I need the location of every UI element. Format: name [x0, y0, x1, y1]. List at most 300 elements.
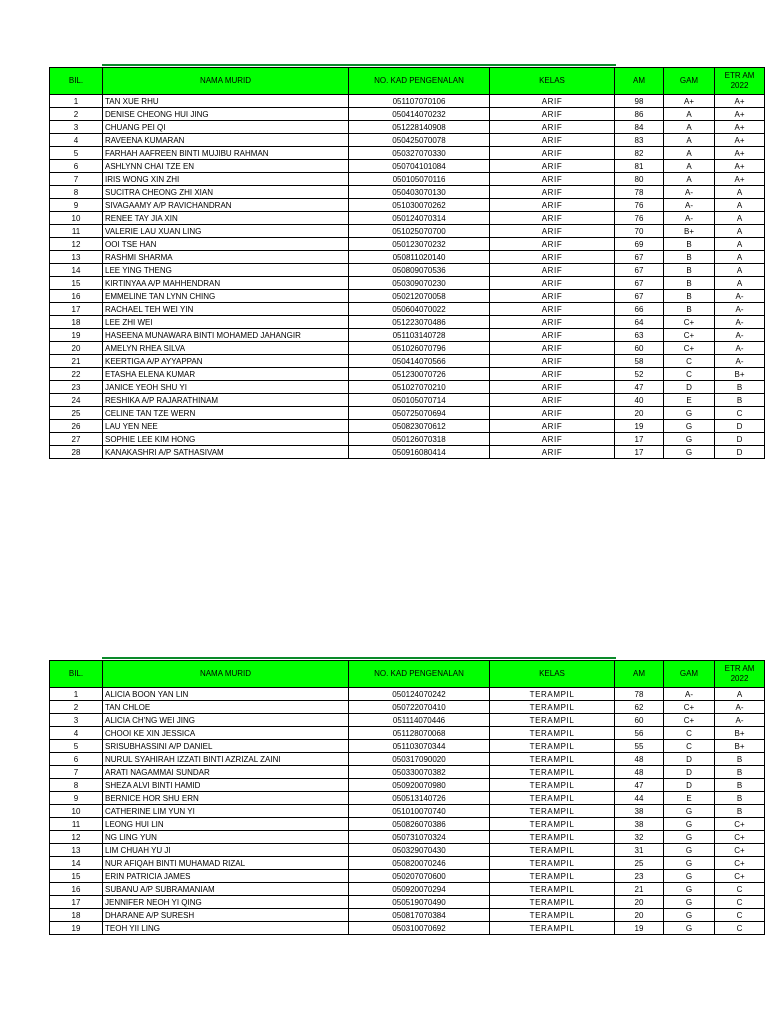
etr-am-cell: C+: [715, 844, 765, 857]
kelas-cell: ARIF: [490, 316, 615, 329]
kelas-cell: ARIF: [490, 160, 615, 173]
gam-cell: B+: [664, 225, 715, 238]
table-row: [50, 303, 765, 316]
gam-cell: A: [664, 121, 715, 134]
kelas-cell: ARIF: [490, 251, 615, 264]
gam-cell: A: [664, 147, 715, 160]
gam-cell: B: [664, 290, 715, 303]
nama-murid-cell: CATHERINE LIM YUN YI: [103, 805, 349, 818]
etr-am-cell: B: [715, 805, 765, 818]
bil-cell: 1: [50, 688, 103, 701]
etr-am-cell: D: [715, 420, 765, 433]
table-row: [50, 173, 765, 186]
am-cell: 82: [615, 147, 664, 160]
bil-cell: 4: [50, 134, 103, 147]
etr-am-cell: A: [715, 251, 765, 264]
etr-am-cell: B: [715, 792, 765, 805]
am-cell: 47: [615, 779, 664, 792]
nama-murid-cell: NG LING YUN: [103, 831, 349, 844]
column-header-nama-murid: NAMA MURID: [103, 68, 349, 95]
table-row: [50, 368, 765, 381]
etr-am-cell: C+: [715, 831, 765, 844]
gam-cell: A-: [664, 688, 715, 701]
bil-cell: 7: [50, 766, 103, 779]
etr-am-cell: B: [715, 753, 765, 766]
bil-cell: 18: [50, 909, 103, 922]
etr-am-cell: C: [715, 407, 765, 420]
nama-murid-cell: SHEZA ALVI BINTI HAMID: [103, 779, 349, 792]
kelas-cell: TERAMPIL: [490, 883, 615, 896]
etr-am-cell: A-: [715, 303, 765, 316]
kelas-cell: ARIF: [490, 329, 615, 342]
column-header-am: AM: [615, 661, 664, 688]
nama-murid-cell: RESHIKA A/P RAJARATHINAM: [103, 394, 349, 407]
etr-am-cell: A: [715, 277, 765, 290]
kad-pengenalan-cell: 050123070232: [349, 238, 490, 251]
nama-murid-cell: LEE YING THENG: [103, 264, 349, 277]
bil-cell: 18: [50, 316, 103, 329]
nama-murid-cell: SUCITRA CHEONG ZHI XIAN: [103, 186, 349, 199]
kelas-cell: TERAMPIL: [490, 792, 615, 805]
gam-cell: A: [664, 160, 715, 173]
etr-am-cell: A-: [715, 329, 765, 342]
kad-pengenalan-cell: 050916080414: [349, 446, 490, 459]
etr-am-cell: C: [715, 883, 765, 896]
bil-cell: 13: [50, 844, 103, 857]
kelas-cell: TERAMPIL: [490, 714, 615, 727]
am-cell: 19: [615, 420, 664, 433]
nama-murid-cell: LEE ZHI WEI: [103, 316, 349, 329]
bil-cell: 2: [50, 701, 103, 714]
bil-cell: 17: [50, 303, 103, 316]
bil-cell: 14: [50, 264, 103, 277]
gam-cell: G: [664, 922, 715, 935]
table-row: [50, 883, 765, 896]
table-row: [50, 433, 765, 446]
table-row: [50, 727, 765, 740]
kelas-cell: TERAMPIL: [490, 701, 615, 714]
bil-cell: 8: [50, 779, 103, 792]
gam-cell: C: [664, 368, 715, 381]
gam-cell: E: [664, 394, 715, 407]
etr-am-cell: D: [715, 446, 765, 459]
kad-pengenalan-cell: 051228140908: [349, 121, 490, 134]
bil-cell: 3: [50, 121, 103, 134]
am-cell: 19: [615, 922, 664, 935]
am-cell: 78: [615, 186, 664, 199]
table-row: [50, 779, 765, 792]
bil-cell: 17: [50, 896, 103, 909]
table-row: [50, 186, 765, 199]
kad-pengenalan-cell: 051027070210: [349, 381, 490, 394]
kelas-cell: ARIF: [490, 394, 615, 407]
table-row: [50, 290, 765, 303]
am-cell: 20: [615, 909, 664, 922]
nama-murid-cell: SUBANU A/P SUBRAMANIAM: [103, 883, 349, 896]
kelas-cell: ARIF: [490, 134, 615, 147]
kad-pengenalan-cell: 050604070022: [349, 303, 490, 316]
am-cell: 21: [615, 883, 664, 896]
bil-cell: 3: [50, 714, 103, 727]
nama-murid-cell: KANAKASHRI A/P SATHASIVAM: [103, 446, 349, 459]
gam-cell: G: [664, 446, 715, 459]
kad-pengenalan-cell: 050207070600: [349, 870, 490, 883]
gam-cell: C: [664, 740, 715, 753]
etr-am-cell: A: [715, 199, 765, 212]
nama-murid-cell: AMELYN RHEA SILVA: [103, 342, 349, 355]
bil-cell: 6: [50, 753, 103, 766]
kad-pengenalan-cell: 051230070726: [349, 368, 490, 381]
gam-cell: B: [664, 251, 715, 264]
bil-cell: 16: [50, 290, 103, 303]
gam-cell: B: [664, 238, 715, 251]
nama-murid-cell: TAN CHLOE: [103, 701, 349, 714]
table-row: [50, 212, 765, 225]
kelas-cell: TERAMPIL: [490, 922, 615, 935]
etr-am-cell: A+: [715, 108, 765, 121]
nama-murid-cell: VALERIE LAU XUAN LING: [103, 225, 349, 238]
bil-cell: 23: [50, 381, 103, 394]
gam-cell: G: [664, 883, 715, 896]
am-cell: 98: [615, 95, 664, 108]
kad-pengenalan-cell: 050722070410: [349, 701, 490, 714]
table-row: [50, 896, 765, 909]
gam-cell: C: [664, 727, 715, 740]
table-row: [50, 108, 765, 121]
bil-cell: 13: [50, 251, 103, 264]
kelas-cell: ARIF: [490, 277, 615, 290]
kelas-cell: ARIF: [490, 108, 615, 121]
kelas-cell: TERAMPIL: [490, 753, 615, 766]
kad-pengenalan-cell: 050817070384: [349, 909, 490, 922]
table-row: [50, 805, 765, 818]
kelas-cell: TERAMPIL: [490, 896, 615, 909]
bil-cell: 11: [50, 818, 103, 831]
am-cell: 78: [615, 688, 664, 701]
table-row: [50, 831, 765, 844]
table-row: [50, 922, 765, 935]
table-row: [50, 740, 765, 753]
kelas-cell: TERAMPIL: [490, 805, 615, 818]
am-cell: 48: [615, 766, 664, 779]
column-header-am: AM: [615, 68, 664, 95]
gam-cell: B: [664, 303, 715, 316]
table-row: [50, 134, 765, 147]
header-accent-line: [102, 64, 616, 66]
etr-am-cell: A+: [715, 121, 765, 134]
am-cell: 66: [615, 303, 664, 316]
etr-am-cell: A-: [715, 290, 765, 303]
bil-cell: 24: [50, 394, 103, 407]
etr-am-cell: A+: [715, 147, 765, 160]
gam-cell: D: [664, 766, 715, 779]
gam-cell: D: [664, 779, 715, 792]
nama-murid-cell: ALICIA CH'NG WEI JING: [103, 714, 349, 727]
kad-pengenalan-cell: 051103070344: [349, 740, 490, 753]
etr-am-cell: B: [715, 394, 765, 407]
column-header-etr-am: ETR AM 2022: [715, 661, 765, 688]
kelas-cell: ARIF: [490, 95, 615, 108]
bil-cell: 10: [50, 212, 103, 225]
am-cell: 67: [615, 251, 664, 264]
kad-pengenalan-cell: 051223070486: [349, 316, 490, 329]
etr-am-cell: D: [715, 433, 765, 446]
kad-pengenalan-cell: 050823070612: [349, 420, 490, 433]
kad-pengenalan-cell: 050310070692: [349, 922, 490, 935]
gam-cell: C+: [664, 714, 715, 727]
etr-am-cell: C: [715, 909, 765, 922]
column-header-gam: GAM: [664, 661, 715, 688]
kad-pengenalan-cell: 050826070386: [349, 818, 490, 831]
bil-cell: 27: [50, 433, 103, 446]
gam-cell: G: [664, 407, 715, 420]
column-header-etr-am: ETR AM 2022: [715, 68, 765, 95]
am-cell: 25: [615, 857, 664, 870]
gam-cell: C+: [664, 342, 715, 355]
nama-murid-cell: RASHMI SHARMA: [103, 251, 349, 264]
nama-murid-cell: CHOOI KE XIN JESSICA: [103, 727, 349, 740]
kelas-cell: TERAMPIL: [490, 688, 615, 701]
am-cell: 67: [615, 277, 664, 290]
table-header-row: [50, 661, 765, 688]
am-cell: 67: [615, 264, 664, 277]
gam-cell: D: [664, 381, 715, 394]
am-cell: 80: [615, 173, 664, 186]
table-row: [50, 277, 765, 290]
nama-murid-cell: ASHLYNN CHAI TZE EN: [103, 160, 349, 173]
etr-am-cell: A: [715, 688, 765, 701]
table-row: [50, 381, 765, 394]
bil-cell: 15: [50, 870, 103, 883]
bil-cell: 28: [50, 446, 103, 459]
nama-murid-cell: SOPHIE LEE KIM HONG: [103, 433, 349, 446]
etr-am-cell: A-: [715, 355, 765, 368]
bil-cell: 5: [50, 147, 103, 160]
etr-am-cell: C: [715, 896, 765, 909]
kelas-cell: ARIF: [490, 433, 615, 446]
table-header-row: [50, 68, 765, 95]
kad-pengenalan-cell: 050920070980: [349, 779, 490, 792]
gam-cell: G: [664, 857, 715, 870]
am-cell: 20: [615, 407, 664, 420]
kad-pengenalan-cell: 051026070796: [349, 342, 490, 355]
kad-pengenalan-cell: 050725070694: [349, 407, 490, 420]
table-row: [50, 95, 765, 108]
gam-cell: D: [664, 753, 715, 766]
table-row: [50, 766, 765, 779]
am-cell: 48: [615, 753, 664, 766]
gam-cell: C: [664, 355, 715, 368]
am-cell: 31: [615, 844, 664, 857]
table-row: [50, 264, 765, 277]
student-table-terampil: [49, 660, 755, 935]
nama-murid-cell: TEOH YII LING: [103, 922, 349, 935]
kelas-cell: TERAMPIL: [490, 857, 615, 870]
kelas-cell: TERAMPIL: [490, 909, 615, 922]
table-body: [50, 688, 765, 935]
am-cell: 60: [615, 714, 664, 727]
am-cell: 64: [615, 316, 664, 329]
bil-cell: 26: [50, 420, 103, 433]
etr-am-cell: C+: [715, 870, 765, 883]
am-cell: 17: [615, 433, 664, 446]
etr-am-cell: A: [715, 186, 765, 199]
bil-cell: 4: [50, 727, 103, 740]
table-row: [50, 199, 765, 212]
table-body: [50, 95, 765, 459]
kelas-cell: ARIF: [490, 381, 615, 394]
kelas-cell: ARIF: [490, 199, 615, 212]
kad-pengenalan-cell: 050809070536: [349, 264, 490, 277]
am-cell: 83: [615, 134, 664, 147]
am-cell: 60: [615, 342, 664, 355]
table-row: [50, 753, 765, 766]
nama-murid-cell: FARHAH AAFREEN BINTI MUJIBU RAHMAN: [103, 147, 349, 160]
bil-cell: 12: [50, 238, 103, 251]
nama-murid-cell: IRIS WONG XIN ZHI: [103, 173, 349, 186]
gam-cell: C+: [664, 316, 715, 329]
kelas-cell: TERAMPIL: [490, 870, 615, 883]
gam-cell: G: [664, 831, 715, 844]
column-header-bil: BIL.: [50, 68, 103, 95]
table-row: [50, 407, 765, 420]
kad-pengenalan-cell: 050920070294: [349, 883, 490, 896]
am-cell: 56: [615, 727, 664, 740]
am-cell: 52: [615, 368, 664, 381]
etr-am-cell: B+: [715, 727, 765, 740]
kelas-cell: ARIF: [490, 420, 615, 433]
kad-pengenalan-cell: 051025070700: [349, 225, 490, 238]
gam-cell: A: [664, 173, 715, 186]
kelas-cell: ARIF: [490, 355, 615, 368]
etr-am-cell: A-: [715, 701, 765, 714]
etr-am-cell: C: [715, 922, 765, 935]
nama-murid-cell: LAU YEN NEE: [103, 420, 349, 433]
column-header-kad-pengenalan: NO. KAD PENGENALAN: [349, 68, 490, 95]
gam-cell: A: [664, 134, 715, 147]
etr-am-cell: B: [715, 779, 765, 792]
bil-cell: 20: [50, 342, 103, 355]
gam-cell: G: [664, 420, 715, 433]
bil-cell: 2: [50, 108, 103, 121]
gam-cell: C+: [664, 329, 715, 342]
am-cell: 58: [615, 355, 664, 368]
nama-murid-cell: KIRTINYAA A/P MAHHENDRAN: [103, 277, 349, 290]
bil-cell: 21: [50, 355, 103, 368]
am-cell: 76: [615, 212, 664, 225]
gam-cell: G: [664, 896, 715, 909]
table-row: [50, 147, 765, 160]
am-cell: 63: [615, 329, 664, 342]
table-row: [50, 316, 765, 329]
gam-cell: G: [664, 909, 715, 922]
etr-am-cell: A+: [715, 134, 765, 147]
bil-cell: 14: [50, 857, 103, 870]
kad-pengenalan-cell: 050212070058: [349, 290, 490, 303]
kelas-cell: TERAMPIL: [490, 766, 615, 779]
kad-pengenalan-cell: 050330070382: [349, 766, 490, 779]
etr-am-cell: C+: [715, 818, 765, 831]
kad-pengenalan-cell: 050414070232: [349, 108, 490, 121]
gam-cell: B: [664, 277, 715, 290]
kelas-cell: ARIF: [490, 212, 615, 225]
kelas-cell: TERAMPIL: [490, 727, 615, 740]
table-row: [50, 818, 765, 831]
etr-am-cell: A: [715, 212, 765, 225]
column-header-bil: BIL.: [50, 661, 103, 688]
kad-pengenalan-cell: 050811020140: [349, 251, 490, 264]
gam-cell: A-: [664, 186, 715, 199]
table-row: [50, 160, 765, 173]
etr-am-cell: B+: [715, 740, 765, 753]
gam-cell: G: [664, 844, 715, 857]
table-row: [50, 701, 765, 714]
table-row: [50, 870, 765, 883]
am-cell: 55: [615, 740, 664, 753]
bil-cell: 22: [50, 368, 103, 381]
table-row: [50, 342, 765, 355]
etr-am-cell: A: [715, 238, 765, 251]
kad-pengenalan-cell: 051128070068: [349, 727, 490, 740]
kelas-cell: ARIF: [490, 342, 615, 355]
gam-cell: C+: [664, 701, 715, 714]
bil-cell: 5: [50, 740, 103, 753]
kad-pengenalan-cell: 050414070566: [349, 355, 490, 368]
kad-pengenalan-cell: 050126070318: [349, 433, 490, 446]
kelas-cell: ARIF: [490, 303, 615, 316]
table-row: [50, 909, 765, 922]
etr-am-cell: A+: [715, 173, 765, 186]
etr-am-cell: B+: [715, 368, 765, 381]
nama-murid-cell: ETASHA ELENA KUMAR: [103, 368, 349, 381]
nama-murid-cell: ERIN PATRICIA JAMES: [103, 870, 349, 883]
kelas-cell: TERAMPIL: [490, 844, 615, 857]
column-header-kelas: KELAS: [490, 661, 615, 688]
bil-cell: 15: [50, 277, 103, 290]
kelas-cell: ARIF: [490, 446, 615, 459]
kad-pengenalan-cell: 050309070230: [349, 277, 490, 290]
table-row: [50, 329, 765, 342]
etr-am-cell: A: [715, 225, 765, 238]
nama-murid-cell: JENNIFER NEOH YI QING: [103, 896, 349, 909]
gam-cell: E: [664, 792, 715, 805]
kelas-cell: ARIF: [490, 264, 615, 277]
etr-am-cell: A: [715, 264, 765, 277]
table-row: [50, 446, 765, 459]
bil-cell: 1: [50, 95, 103, 108]
kelas-cell: ARIF: [490, 225, 615, 238]
nama-murid-cell: LEONG HUI LIN: [103, 818, 349, 831]
bil-cell: 12: [50, 831, 103, 844]
kad-pengenalan-cell: 050513140726: [349, 792, 490, 805]
etr-am-cell: B: [715, 766, 765, 779]
bil-cell: 9: [50, 199, 103, 212]
bil-cell: 6: [50, 160, 103, 173]
nama-murid-cell: NURUL SYAHIRAH IZZATI BINTI AZRIZAL ZAINI: [103, 753, 349, 766]
gam-cell: G: [664, 433, 715, 446]
etr-am-cell: A-: [715, 316, 765, 329]
table-row: [50, 225, 765, 238]
nama-murid-cell: KEERTIGA A/P AYYAPPAN: [103, 355, 349, 368]
kad-pengenalan-cell: 050105070714: [349, 394, 490, 407]
kelas-cell: TERAMPIL: [490, 740, 615, 753]
am-cell: 20: [615, 896, 664, 909]
am-cell: 38: [615, 805, 664, 818]
am-cell: 44: [615, 792, 664, 805]
table-row: [50, 394, 765, 407]
kad-pengenalan-cell: 050820070246: [349, 857, 490, 870]
am-cell: 40: [615, 394, 664, 407]
